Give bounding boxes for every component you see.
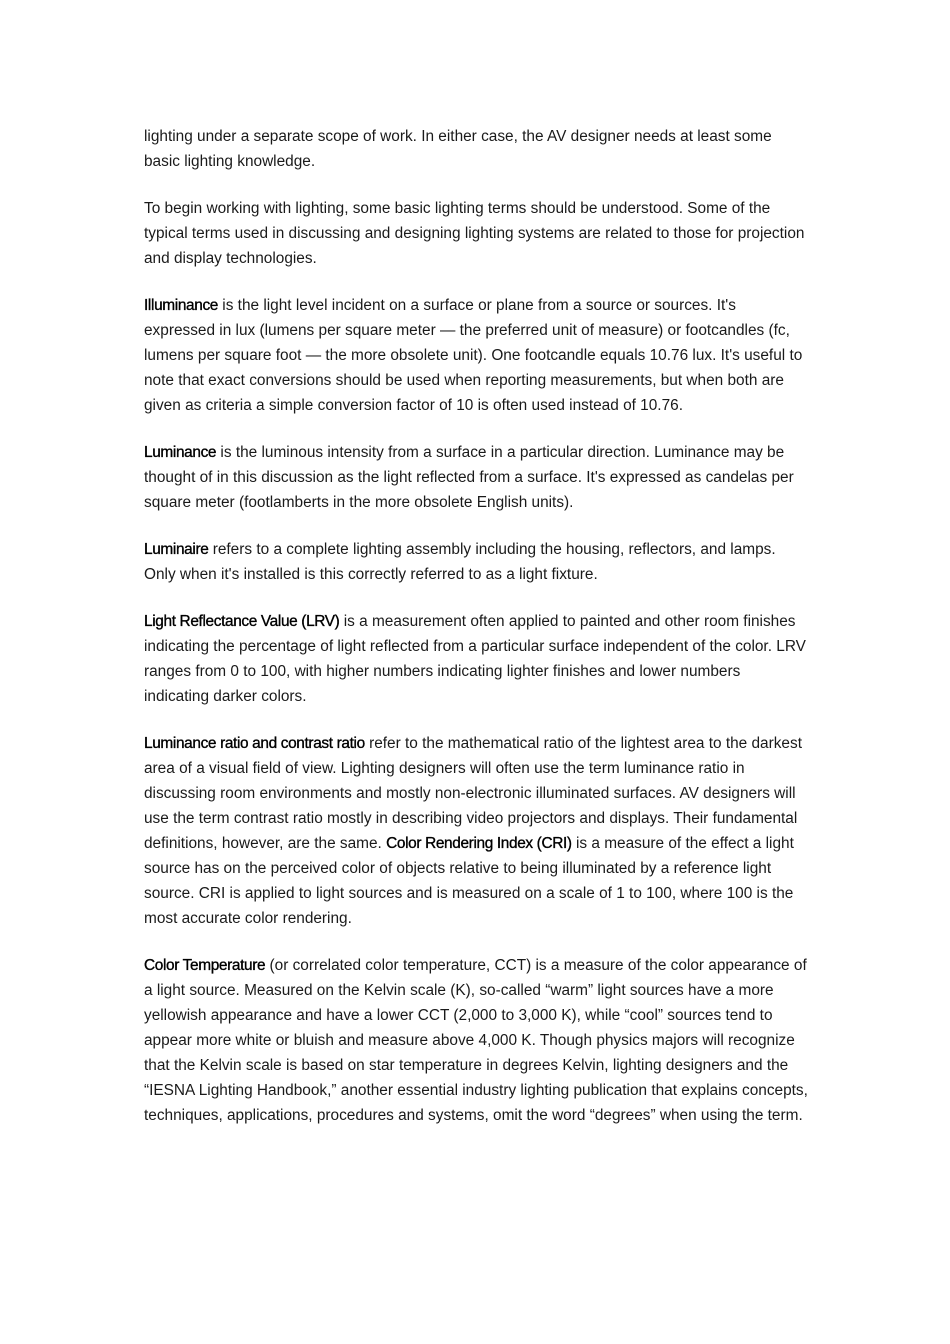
definition-color-temperature: (or correlated color temperature, CCT) is a measure of the color appearance of a light source. Measured on the Kelvin scale (K), so-called “warm” light sources have a more yellowish appearance and have a lower CCT (2,000 to 3,000 K), while “cool” sources tend to appear more white or bluish and measure above 4,000 K. Though physics majors will recognize that the Kelvin scale is based on star temperature in degrees Kelvin, lighting designers and the “IESNA Lighting Handbook,” another essential industry lighting publication that explains concepts, techniques, applications, procedures and systems, omit the word “degrees” when using the term. xyxy=(144,957,808,1124)
paragraph-color-temperature xyxy=(144,953,808,1128)
term-illuminance: Illuminance xyxy=(144,297,218,314)
definition-cri: is a measure of the effect a light source has on the perceived color of objects relative to being illuminated by a reference light source. CRI is applied to light sources and is measured on a scale of 1 to 100, where 100 is the most accurate color rendering. xyxy=(144,835,794,927)
definition-lrv: is a measurement often applied to painted and other room finishes indicating the percentage of light reflected from a particular surface independent of the color. LRV ranges from 0 to 100, with higher numbers indicating lighter finishes and lower numbers indicating darker colors. xyxy=(144,613,806,705)
paragraph-text: To begin working with lighting, some basic lighting terms should be understood. Some of the typical terms used in discussing and designing lighting systems are related to those for projection and display technologies. xyxy=(144,200,805,267)
paragraph-luminance xyxy=(144,440,808,515)
paragraph-luminaire xyxy=(144,537,808,587)
paragraph-lighting-terms-intro xyxy=(144,196,808,271)
definition-luminance-ratio: refer to the mathematical ratio of the lightest area to the darkest area of a visual field of view. Lighting designers will often use the term luminance ratio in discussing room environments and mostly non-electronic illuminated surfaces. AV designers will use the term contrast ratio mostly in describing video projectors and displays. Their fundamental definitions, however, are the same. xyxy=(144,735,802,852)
paragraph-lrv xyxy=(144,609,808,709)
term-lrv: Light Reflectance Value (LRV) xyxy=(144,613,340,630)
term-cri: Color Rendering Index (CRI) xyxy=(386,835,572,852)
term-luminance: Luminance xyxy=(144,444,217,461)
definition-luminance: is the luminous intensity from a surface in a particular direction. Luminance may be thought of in this discussion as the light reflected from a surface. It's expressed as candelas per square meter (footlamberts in the more obsolete English units). xyxy=(144,444,794,511)
paragraph-intro-continuation xyxy=(144,124,808,174)
term-luminance-ratio: Luminance ratio and contrast ratio xyxy=(144,735,365,752)
paragraph-luminance-ratio xyxy=(144,731,808,931)
paragraph-illuminance xyxy=(144,293,808,418)
definition-luminaire: refers to a complete lighting assembly including the housing, reflectors, and lamps. Only when it's installed is this correctly referred to as a light fixture. xyxy=(144,541,776,583)
paragraph-text: lighting under a separate scope of work. In either case, the AV designer needs at least some basic lighting knowledge. xyxy=(144,128,772,170)
definition-illuminance: is the light level incident on a surface or plane from a source or sources. It's expressed in lux (lumens per square meter — the preferred unit of measure) or footcandles (fc, lumens per square foot — the more obsolete unit). One footcandle equals 10.76 lux. It's useful to note that exact conversions should be used when reporting measurements, but when both are given as criteria a simple conversion factor of 10 is often used instead of 10.76. xyxy=(144,297,803,414)
document-page xyxy=(144,124,808,1150)
term-luminaire: Luminaire xyxy=(144,541,209,558)
term-color-temperature: Color Temperature xyxy=(144,957,266,974)
